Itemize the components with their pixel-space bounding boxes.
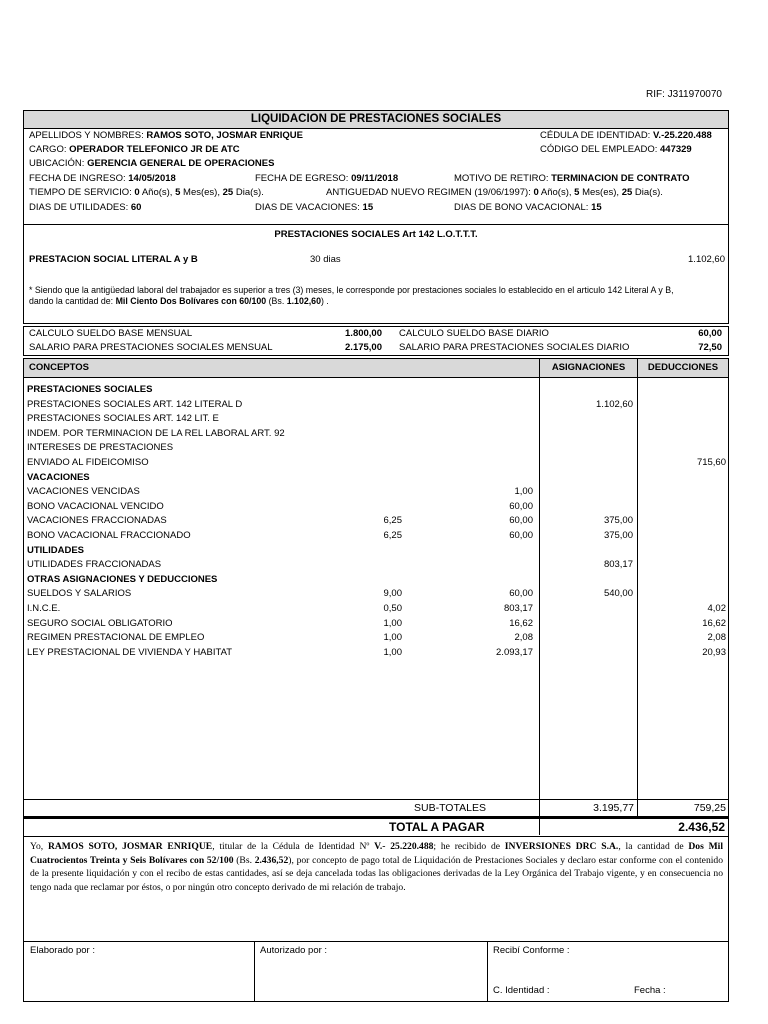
names-line: APELLIDOS Y NOMBRES: RAMOS SOTO, JOSMAR ENRIQUE bbox=[29, 130, 303, 141]
row-concept: SUELDOS Y SALARIOS bbox=[27, 588, 132, 600]
col-conceptos: CONCEPTOS bbox=[29, 362, 90, 373]
prest-diario-label: SALARIO PARA PRESTACIONES SOCIALES DIARIO bbox=[399, 342, 630, 353]
row-concept: I.N.C.E. bbox=[27, 603, 61, 614]
mensual-value: 1.800,00 bbox=[345, 328, 382, 339]
row-concept: PRESTACIONES SOCIALES ART. 142 LITERAL D bbox=[27, 398, 243, 410]
table-row bbox=[24, 412, 728, 425]
total-value: 2.436,52 bbox=[678, 820, 725, 834]
row-concept: VACACIONES VENCIDAS bbox=[27, 486, 140, 498]
page-title: LIQUIDACION DE PRESTACIONES SOCIALES bbox=[250, 113, 502, 125]
table-row bbox=[24, 602, 728, 615]
salary-block bbox=[23, 326, 729, 356]
ubicacion-line: UBICACIÓN: GERENCIA GENERAL DE OPERACIONES bbox=[29, 158, 275, 169]
table-row bbox=[24, 529, 728, 542]
table-row bbox=[24, 514, 728, 527]
row-deduccion: 715,60 bbox=[696, 457, 726, 468]
vacaciones-line: DIAS DE VACACIONES: 15 bbox=[255, 202, 374, 213]
utilidades-line: DIAS DE UTILIDADES: 60 bbox=[29, 202, 142, 213]
table-row bbox=[24, 646, 728, 659]
row-asignacion: 1.102,60 bbox=[596, 398, 633, 410]
row-concept: OTRAS ASIGNACIONES Y DEDUCCIONES bbox=[27, 573, 218, 585]
codigo-value: 447329 bbox=[660, 144, 692, 155]
table-row bbox=[24, 500, 728, 513]
row-rate: 2.093,17 bbox=[496, 646, 533, 658]
ubicacion-value: GERENCIA GENERAL DE OPERACIONES bbox=[87, 158, 275, 169]
row-rate: 60,00 bbox=[509, 530, 533, 541]
row-rate: 1,00 bbox=[514, 486, 533, 498]
cedula-value: V.-25.220.488 bbox=[652, 130, 712, 141]
row-rate: 803,17 bbox=[503, 603, 533, 614]
row-concept: PRESTACIONES SOCIALES ART. 142 LIT. E bbox=[27, 413, 219, 425]
egreso-value: 09/11/2018 bbox=[351, 173, 399, 184]
fecha-label: Fecha : bbox=[634, 985, 666, 996]
row-asignacion: 375,00 bbox=[603, 530, 633, 541]
literal-days: 30 dias bbox=[310, 254, 341, 265]
table-row bbox=[24, 485, 728, 498]
ingreso-value: 14/05/2018 bbox=[128, 173, 176, 184]
row-quantity: 6,25 bbox=[383, 530, 402, 541]
vacaciones-value: 15 bbox=[362, 202, 374, 213]
literal-amount: 1.102,60 bbox=[688, 254, 725, 265]
row-rate: 16,62 bbox=[509, 617, 533, 629]
row-deduccion: 16,62 bbox=[702, 617, 726, 629]
row-quantity: 1,00 bbox=[383, 632, 402, 644]
subtotal-deducciones: 759,25 bbox=[693, 802, 726, 814]
motivo-value: TERMINACION DE CONTRATO bbox=[551, 173, 690, 184]
table-row bbox=[24, 398, 728, 411]
prest-mensual-label: SALARIO PARA PRESTACIONES SOCIALES MENSUAL bbox=[29, 342, 273, 353]
title-bar bbox=[23, 110, 729, 129]
row-deduccion: 4,02 bbox=[707, 603, 726, 614]
row-quantity: 1,00 bbox=[383, 617, 402, 629]
codigo-line: CÓDIGO DEL EMPLEADO: 447329 bbox=[540, 144, 692, 155]
table-row bbox=[24, 427, 728, 440]
elaborado-label: Elaborado por : bbox=[30, 945, 95, 956]
table-row bbox=[24, 441, 728, 454]
prestaciones-heading: PRESTACIONES SOCIALES Art 142 L.O.T.T.T. bbox=[274, 229, 478, 240]
table-row bbox=[24, 456, 728, 469]
row-quantity: 9,00 bbox=[383, 588, 402, 600]
recibi-label: Recibí Conforme : bbox=[493, 945, 570, 956]
total-label: TOTAL A PAGAR bbox=[389, 820, 485, 834]
table-row bbox=[24, 544, 728, 557]
prest-mensual-value: 2.175,00 bbox=[345, 342, 382, 353]
antiguedad-line: ANTIGUEDAD NUEVO REGIMEN (19/06/1997): 0 Año(s), 5 Mes(es), 25 Dia(s). bbox=[326, 187, 663, 198]
row-concept: SEGURO SOCIAL OBLIGATORIO bbox=[27, 617, 173, 629]
row-rate: 60,00 bbox=[509, 588, 533, 600]
total-row bbox=[23, 817, 729, 837]
table-row bbox=[24, 617, 728, 630]
motivo-line: MOTIVO DE RETIRO: TERMINACION DE CONTRATO bbox=[454, 173, 690, 184]
row-concept: UTILIDADES bbox=[27, 544, 84, 556]
table-row bbox=[24, 383, 728, 396]
row-concept: BONO VACACIONAL FRACCIONADO bbox=[27, 530, 191, 541]
row-asignacion: 375,00 bbox=[603, 515, 633, 527]
table-row bbox=[24, 558, 728, 571]
rif: RIF: J311970070 bbox=[646, 89, 722, 100]
ci-label: C. Identidad : bbox=[493, 985, 550, 996]
table-row bbox=[24, 631, 728, 644]
row-concept: INDEM. POR TERMINACION DE LA REL LABORAL ART. 92 bbox=[27, 427, 285, 439]
cargo-value: OPERADOR TELEFONICO JR DE ATC bbox=[69, 144, 240, 155]
row-rate: 2,08 bbox=[514, 632, 533, 644]
table-row bbox=[24, 573, 728, 586]
prestaciones-block bbox=[23, 224, 729, 324]
note-line-1: * Siendo que la antigüedad laboral del trabajador es superior a tres (3) meses, le corresponde por prestaciones sociales lo establecido en el articulo 142 Literal A y B, bbox=[29, 285, 674, 295]
note-line-2: dando la cantidad de: Mil Ciento Dos Bolívares con 60/100 (Bs. 1.102,60) . bbox=[29, 296, 329, 306]
cargo-line: CARGO: OPERADOR TELEFONICO JR DE ATC bbox=[29, 144, 240, 155]
col-deducciones: DEDUCCIONES bbox=[647, 362, 719, 373]
egreso-line: FECHA DE EGRESO: 09/11/2018 bbox=[255, 173, 399, 184]
row-concept: REGIMEN PRESTACIONAL DE EMPLEO bbox=[27, 632, 205, 644]
subtotal-asignaciones: 3.195,77 bbox=[593, 802, 634, 814]
row-concept: VACACIONES FRACCIONADAS bbox=[27, 515, 167, 527]
row-rate: 60,00 bbox=[509, 500, 533, 512]
row-asignacion: 803,17 bbox=[603, 559, 633, 571]
table-header bbox=[24, 359, 728, 378]
literal-label: PRESTACION SOCIAL LITERAL A y B bbox=[29, 254, 198, 265]
row-quantity: 6,25 bbox=[383, 515, 402, 527]
bono-line: DIAS DE BONO VACACIONAL: 15 bbox=[454, 202, 602, 213]
bono-value: 15 bbox=[591, 202, 602, 213]
row-concept: BONO VACACIONAL VENCIDO bbox=[27, 500, 164, 512]
row-concept: UTILIDADES FRACCIONADAS bbox=[27, 559, 162, 571]
autorizado-label: Autorizado por : bbox=[260, 945, 328, 956]
utilidades-value: 60 bbox=[130, 202, 142, 213]
employee-info bbox=[23, 128, 729, 225]
signatures bbox=[23, 941, 729, 1002]
row-concept: VACACIONES bbox=[27, 471, 90, 483]
row-asignacion: 540,00 bbox=[603, 588, 633, 600]
row-rate: 60,00 bbox=[509, 515, 533, 527]
table-row bbox=[24, 471, 728, 484]
declaration-text: Yo, RAMOS SOTO, JOSMAR ENRIQUE, titular de la Cédula de Identidad Nº V.- 25.220.488; he recibido de INVERSIONES DRC S.A., la cantidad de Dos Mil Cuatrocientos Treinta y Seis Bolívares con 52/100 (Bs. 2.436,52), por concepto de pago total de Liquidación de Prestaciones Sociales y declaro estar conforme con el contenido de la presente liquidación y con el recibo de estas cantidades, así se deja cancelada todas las obligaciones derivadas de la Ley Orgánica del Trabajo vigente, y en consecuencia no tengo nada que reclamar por éstos, o por ningún otro concepto derivado de mi relación de trabajo. bbox=[30, 841, 724, 893]
prest-diario-value: 72,50 bbox=[698, 342, 722, 353]
tiempo-line: TIEMPO DE SERVICIO: 0 Año(s), 5 Mes(es), 25 Dia(s). bbox=[29, 187, 264, 198]
subtotal-label: SUB-TOTALES bbox=[414, 802, 486, 814]
cedula-line: CÉDULA DE IDENTIDAD: V.-25.220.488 bbox=[540, 130, 712, 141]
row-quantity: 0,50 bbox=[383, 603, 402, 614]
ingreso-line: FECHA DE INGRESO: 14/05/2018 bbox=[29, 173, 176, 184]
row-concept: ENVIADO AL FIDEICOMISO bbox=[27, 457, 149, 468]
col-asignaciones: ASIGNACIONES bbox=[551, 362, 626, 373]
row-deduccion: 2,08 bbox=[707, 632, 726, 644]
row-concept: LEY PRESTACIONAL DE VIVIENDA Y HABITAT bbox=[27, 646, 233, 658]
diario-label: CALCULO SUELDO BASE DIARIO bbox=[399, 328, 549, 339]
row-concept: PRESTACIONES SOCIALES bbox=[27, 384, 153, 395]
row-concept: INTERESES DE PRESTACIONES bbox=[27, 442, 174, 454]
employee-name: RAMOS SOTO, JOSMAR ENRIQUE bbox=[146, 130, 303, 141]
concepts-table bbox=[23, 358, 729, 817]
mensual-label: CALCULO SUELDO BASE MENSUAL bbox=[29, 328, 193, 339]
row-quantity: 1,00 bbox=[383, 646, 402, 658]
diario-value: 60,00 bbox=[698, 328, 722, 339]
declaration bbox=[23, 836, 729, 942]
subtotal-row bbox=[23, 799, 729, 818]
row-deduccion: 20,93 bbox=[702, 646, 726, 658]
table-row bbox=[24, 587, 728, 600]
